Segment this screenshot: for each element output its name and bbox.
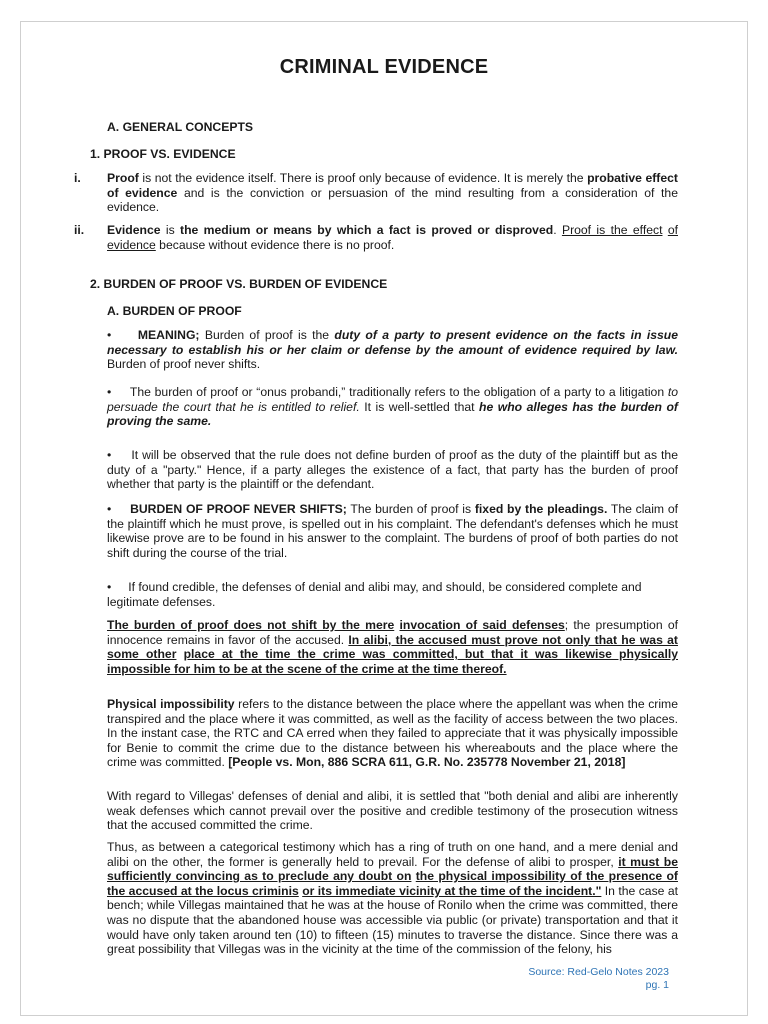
underlined-phrase: invocation of said defenses bbox=[399, 618, 565, 632]
bullet-glyph: • bbox=[107, 448, 112, 462]
bullet-meaning bbox=[107, 328, 678, 372]
evidence-definition-phrase: the medium or means by which a fact is proved or disproved bbox=[180, 223, 554, 237]
underlined-phrase: place at the time the crime was committed, but that it was likewise physically bbox=[183, 647, 678, 662]
text bbox=[176, 647, 183, 661]
bullet-denial-alibi bbox=[107, 580, 678, 609]
bullet-glyph: • bbox=[107, 328, 112, 342]
label-never-shifts: BURDEN OF PROOF NEVER SHIFTS; bbox=[130, 502, 347, 516]
term-proof: Proof bbox=[107, 171, 139, 185]
text: ; the presumption of innocence remains in favor of the accused. bbox=[107, 618, 678, 647]
text: It is well-settled that bbox=[359, 399, 480, 414]
text: With regard to Villegas' defenses of denial and alibi, it is settled that "both denial and alibi are inherently weak defenses which cannot prevail over the positive and credible testimony of the prosecution witness that the accused committed the crime. bbox=[107, 789, 678, 833]
probative-effect-phrase: probative effect of evidence bbox=[107, 171, 678, 200]
bullet-glyph: • bbox=[107, 385, 112, 399]
page-title: CRIMINAL EVIDENCE bbox=[279, 56, 489, 78]
bold-italic-phrase: he who alleges has the burden of proving the same. bbox=[107, 399, 678, 429]
paragraph-villegas-defenses bbox=[107, 789, 678, 833]
text: and is the conviction or persuasion of the mind resulting from a consideration of the evidence. bbox=[107, 185, 678, 215]
roman-numeral-i: i. bbox=[74, 171, 81, 185]
underlined-phrase: impossible for him to be at the scene of the crime at the time thereof. bbox=[107, 661, 507, 676]
text: is bbox=[160, 223, 181, 237]
paragraph-categorical-testimony bbox=[107, 840, 678, 957]
text: The claim of the plaintiff which he must prove, is spelled out in his complaint. The defendant's defenses which he must likewise prove are to be found in his answer to the complaint. The burdens of proof of both parties do not shift during the course of the trial. bbox=[107, 502, 678, 560]
paragraph-physical-impossibility bbox=[107, 697, 678, 770]
text: The burden of proof is bbox=[346, 502, 475, 516]
underlined-phrase: the physical impossibility of the presence of the accused at the locus criminis bbox=[107, 869, 678, 898]
text: . bbox=[553, 223, 562, 237]
underlined-phrase: Proof is the effect bbox=[561, 223, 663, 237]
bullet-rule-observation bbox=[107, 448, 678, 492]
burden-definition-phrase: duty of a party to present evidence on the facts in issue necessary to establish his or her claim or defense by the amount of evidence required by law. bbox=[107, 328, 678, 357]
heading-proof-vs-evidence: 1. PROOF VS. EVIDENCE bbox=[90, 147, 236, 161]
text: In the case at bench; while Villegas maintained that he was at the house of Ronilo when the crime was committed, there was no dispute that the abandoned house was accessible via public (or private) transportation and that it would have only taken around ten (10) to fifteen (15) minutes to traverse the distance. Since there was a great possibility that Villegas was in the vicinity at the time of the commission of the felony, his bbox=[107, 883, 679, 957]
label-meaning: MEANING; bbox=[137, 328, 200, 342]
bold-phrase: fixed by the pleadings. bbox=[474, 502, 608, 516]
text: The burden of proof or “onus probandi,” traditionally refers to the obligation of a party to a litigation bbox=[129, 385, 668, 399]
underlined-phrase: of evidence bbox=[107, 223, 678, 252]
text: If found credible, the defenses of denial and alibi may, and should, be considered complete and legitimate defenses. bbox=[107, 580, 642, 609]
heading-burden-of-proof-vs-evidence: 2. BURDEN OF PROOF VS. BURDEN OF EVIDENCE bbox=[90, 277, 388, 291]
underlined-phrase: or its immediate vicinity at the time of the incident." bbox=[302, 883, 602, 898]
section-general-concepts: A. GENERAL CONCEPTS bbox=[107, 120, 254, 134]
footer-source: Source: Red-Gelo Notes 2023 bbox=[528, 966, 669, 978]
case-citation: [People vs. Mon, 886 SCRA 611, G.R. No. 235778 November 21, 2018] bbox=[228, 755, 626, 770]
bullet-glyph: • bbox=[107, 580, 112, 594]
heading-burden-of-proof: A. BURDEN OF PROOF bbox=[107, 304, 242, 318]
bullet-glyph: • bbox=[107, 502, 112, 516]
paragraph-ii bbox=[74, 223, 678, 252]
bullet-never-shifts bbox=[107, 502, 678, 560]
text: Burden of proof is the bbox=[199, 328, 335, 342]
text: It will be observed that the rule does not define burden of proof as the duty of the plaintiff but as the duty of a "party." Hence, if a party alleges the existence of a fact, that party has the burden of proof whether that party is the plaintiff or the defendant. bbox=[107, 448, 678, 492]
text: Thus, as between a categorical testimony which has a ring of truth on one hand, and a mere denial and alibi on the other, the former is generally held to prevail. For the defense of alibi to prosper, bbox=[107, 840, 678, 869]
italic-phrase: to persuade the court that he is entitled to relief. bbox=[107, 385, 678, 414]
bullet-onus-probandi bbox=[107, 385, 678, 429]
roman-numeral-ii: ii. bbox=[74, 223, 85, 237]
paragraph-i-text bbox=[107, 171, 678, 215]
text: is not the evidence itself. There is proof only because of evidence. It is merely the bbox=[138, 171, 588, 185]
underlined-phrase: In alibi, the accused must prove not only that he was at some other bbox=[107, 632, 678, 662]
paragraph-ii-text bbox=[107, 223, 678, 252]
underlined-phrase: it must be sufficiently convincing as to preclude any doubt on bbox=[107, 854, 679, 884]
text: refers to the distance between the place where the appellant was when the crime transpired and the place where it was committed, as well as the facility of access between the two places. In the instant case, the RTC and CA erred when they failed to appreciate that it was physically impossible for Benie to commit the crime due to the distance between his whereabouts and the place where the crime was committed. bbox=[107, 697, 678, 770]
underlined-phrase: The burden of proof does not shift by the mere bbox=[107, 618, 395, 632]
term-evidence: Evidence bbox=[107, 223, 161, 237]
text: because without evidence there is no proof. bbox=[155, 237, 395, 252]
page-footer bbox=[514, 966, 669, 992]
footer-page-number: pg. 1 bbox=[645, 979, 669, 991]
paragraph-alibi-burden bbox=[107, 618, 678, 676]
text: Burden of proof never shifts. bbox=[107, 357, 261, 372]
term-physical-impossibility: Physical impossibility bbox=[107, 697, 235, 711]
paragraph-i bbox=[74, 171, 678, 215]
